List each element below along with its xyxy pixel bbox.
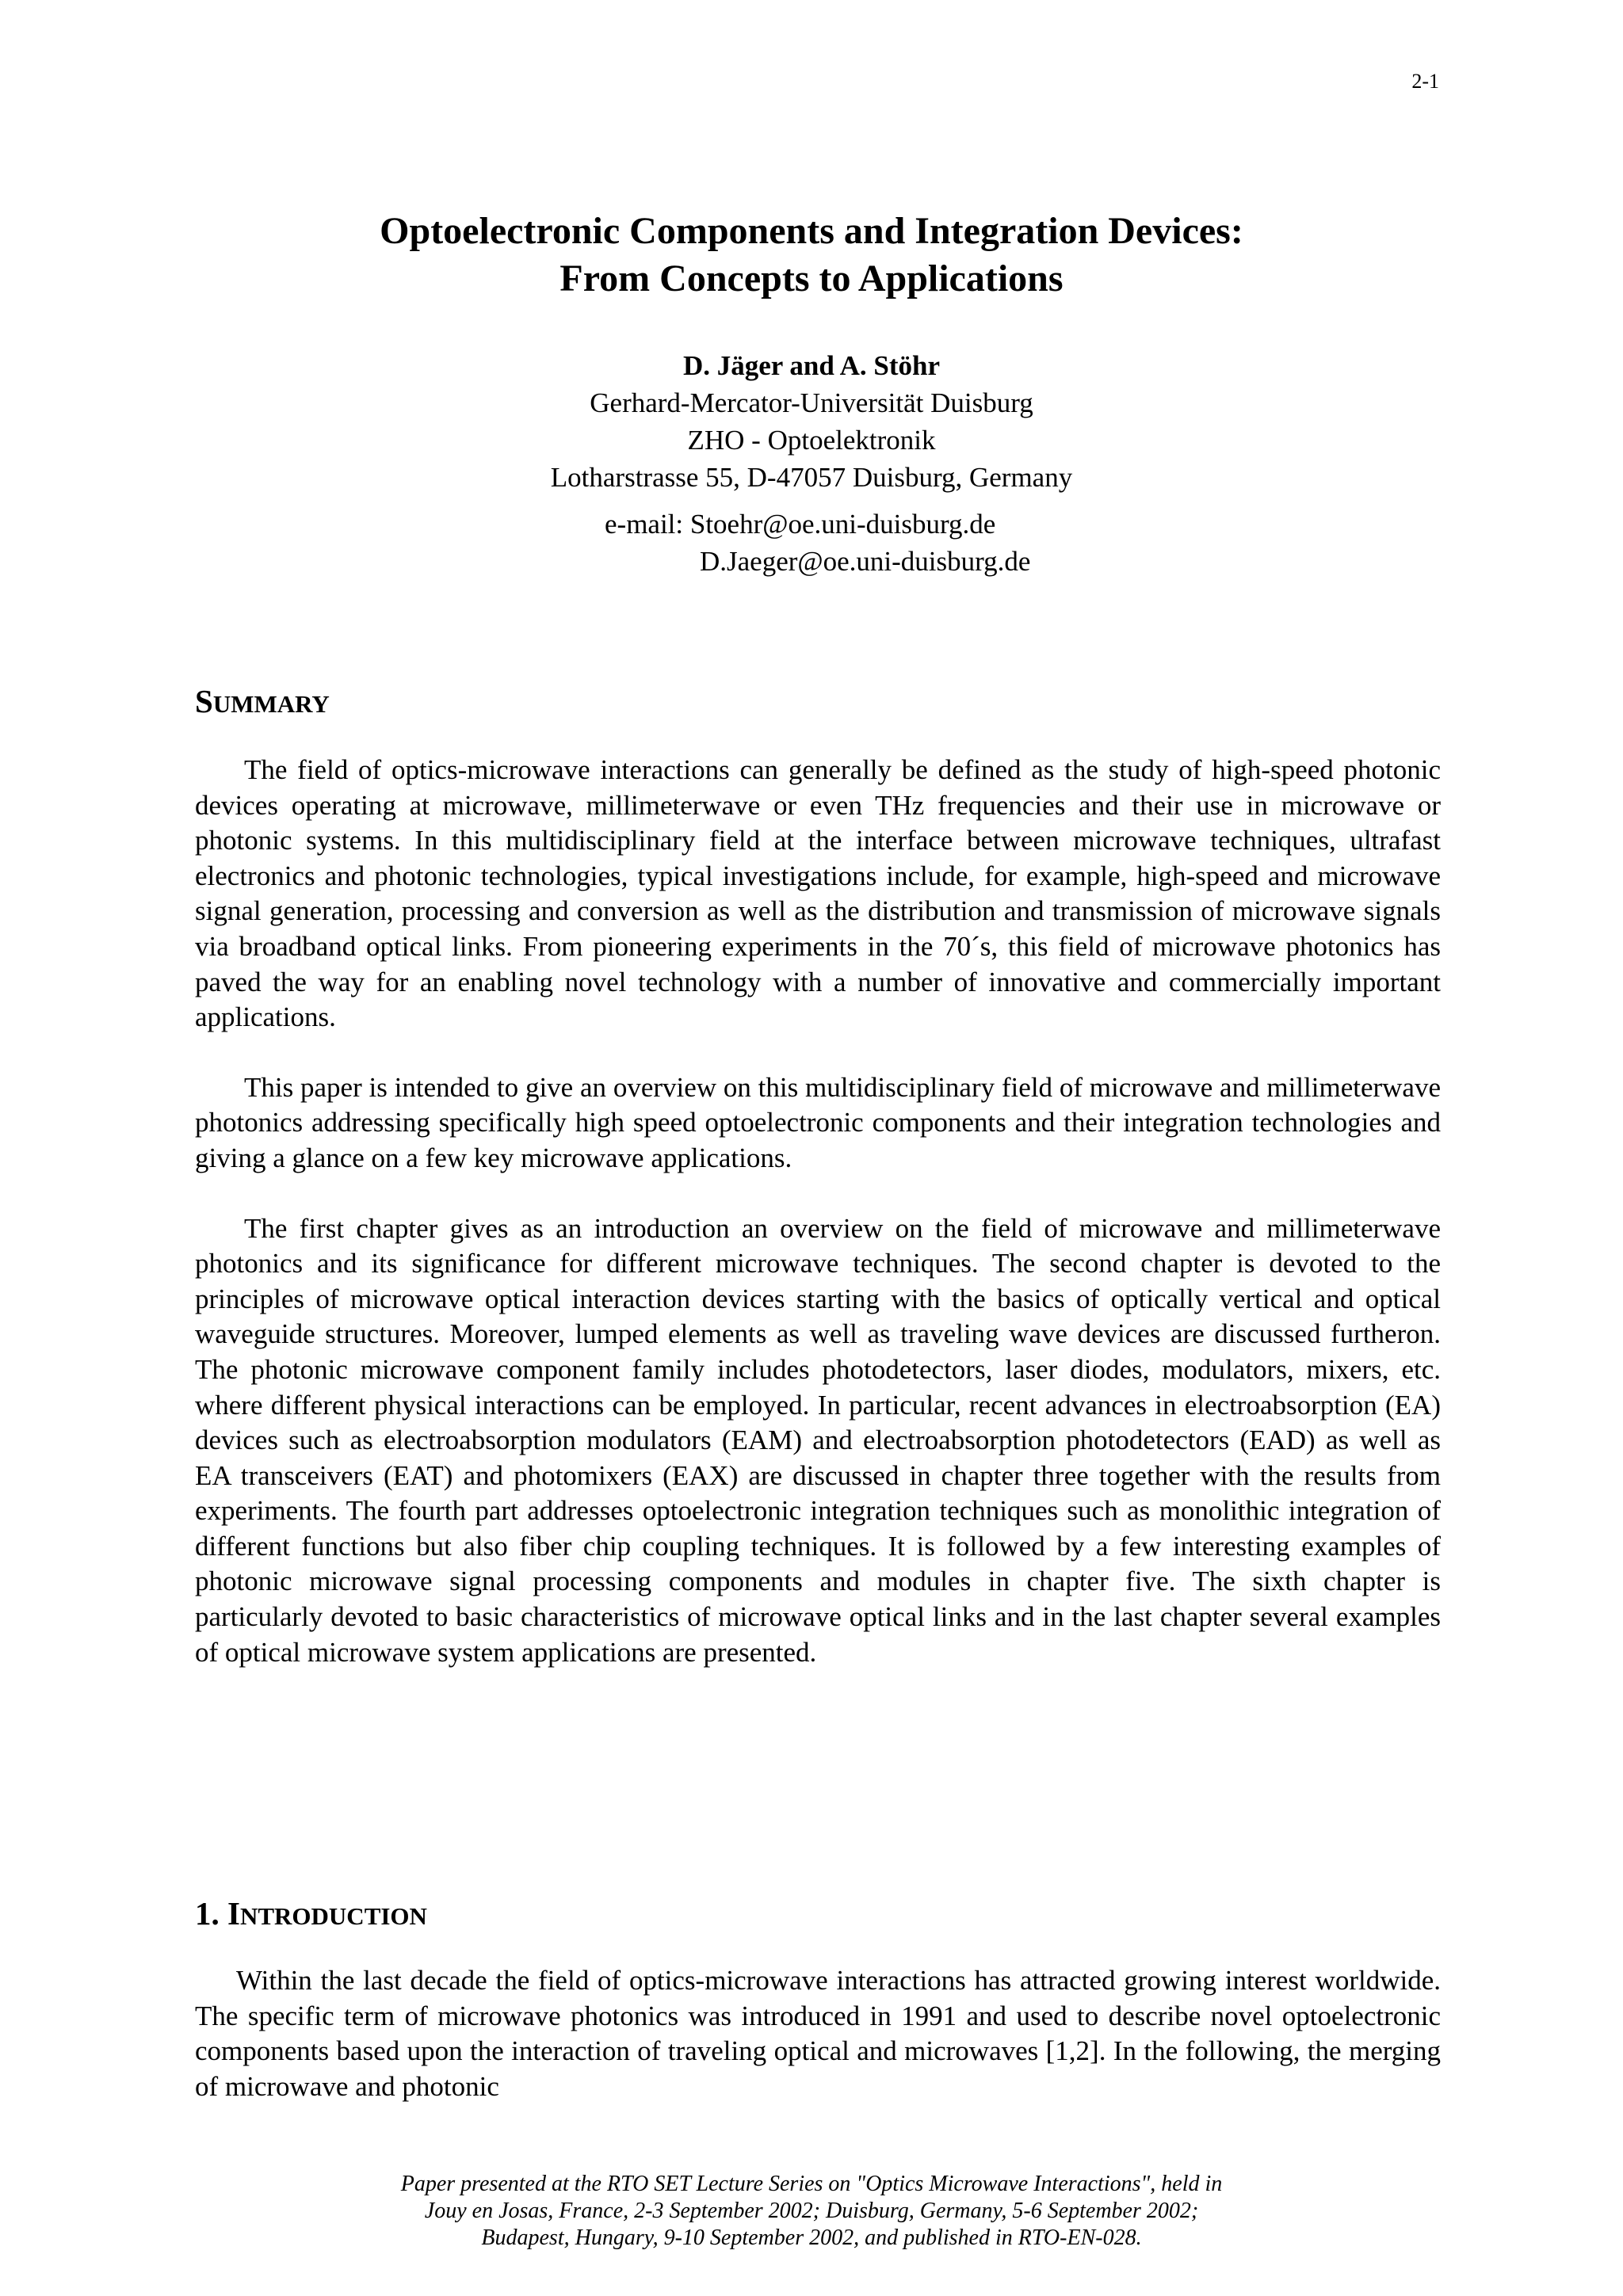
email-line-2: D.Jaeger@oe.uni-duisburg.de xyxy=(700,546,1031,577)
footer-note xyxy=(0,2171,1623,2252)
summary-paragraph-3: The first chapter gives as an introduction an overview on the field of microwave and millimeterwave photonics and its significance for different microwave techniques. The second chapter is devoted to the principles of microwave optical interaction devices starting with the basics of optically vertical and optical waveguide structures. Moreover, lumped elements as well as traveling wave devices are discussed furtheron. The photonic microwave component family includes photodetectors, laser diodes, modulators, mixers, etc. where different physical interactions can be employed. In particular, recent advances in electroabsorption (EA) devices such as electroabsorption modulators (EAM) and electroabsorption photodetectors (EAD) as well as EA transceivers (EAT) and photomixers (EAX) are discussed in chapter three together with the results from experiments. The fourth part addresses optoelectronic integration techniques such as monolithic integration of different functions but also fiber chip coupling techniques. It is followed by a few interesting examples of photonic microwave signal processing components and modules in chapter five. The sixth chapter is particularly devoted to basic characteristics of microwave optical links and in the last chapter several examples of optical microwave system applications are presented. xyxy=(195,1212,1441,1668)
affiliation-university: Gerhard-Mercator-Universität Duisburg xyxy=(590,387,1033,418)
summary-heading-rest: UMMARY xyxy=(212,690,330,718)
summary-heading xyxy=(195,681,330,724)
title-line-2: From Concepts to Applications xyxy=(559,257,1064,299)
introduction-heading-number: 1. xyxy=(195,1895,227,1932)
introduction-paragraph-1: Within the last decade the field of optics-microwave interactions has attracted growing interest worldwide. The specific term of microwave photonics was introduced in 1991 and used to describe novel optoelectronic components based upon the interaction of traveling optical and microwaves [1,2]. In the following, the merging of microwave and photonic xyxy=(195,1965,1441,2102)
summary-paragraph-1: The field of optics-microwave interactions can generally be defined as the study of high-speed photonic devices operating at microwave, millimeterwave or even THz frequencies and their use in microwave or photonic systems. In this multidisciplinary field at the interface between microwave techniques, ultrafast electronics and photonic technologies, typical investigations include, for example, high-speed and microwave signal generation, processing and conversion as well as the distribution and transmission of microwave signals via broadband optical links. From pioneering experiments in the 70´s, this field of microwave photonics has paved the way for an enabling novel technology with a number of innovative and commercially important applications. xyxy=(195,754,1441,1033)
email-line-1: e-mail: Stoehr@oe.uni-duisburg.de xyxy=(605,509,996,540)
title-line-1: Optoelectronic Components and Integration Devices: xyxy=(380,210,1243,252)
author-block xyxy=(0,347,1623,496)
introduction-heading xyxy=(195,1894,427,1936)
author-names: D. Jäger and A. Stöhr xyxy=(682,350,941,381)
email-block xyxy=(605,505,1030,580)
introduction-heading-initial: I xyxy=(227,1895,240,1932)
footer-line-1: Paper presented at the RTO SET Lecture Series on "Optics Microwave Interactions", held in xyxy=(400,2172,1223,2196)
affiliation-address: Lotharstrasse 55, D-47057 Duisburg, Germany xyxy=(550,462,1073,493)
introduction-heading-rest: NTRODUCTION xyxy=(239,1902,427,1930)
introduction-body xyxy=(195,1963,1441,2104)
summary-paragraph-2: This paper is intended to give an overview on this multidisciplinary field of microwave and millimeterwave photonics addressing specifically high speed optoelectronic components and their integration technologies and giving a glance on a few key microwave applications. xyxy=(195,1071,1441,1173)
page-number: 2-1 xyxy=(1411,70,1439,93)
summary-body xyxy=(195,753,1441,1670)
paper-title xyxy=(0,208,1623,303)
summary-heading-initial: S xyxy=(195,683,213,719)
affiliation-department: ZHO - Optoelektronik xyxy=(687,425,936,456)
footer-line-3: Budapest, Hungary, 9-10 September 2002, and published in RTO-EN-028. xyxy=(481,2225,1142,2250)
footer-line-2: Jouy en Josas, France, 2-3 September 2002; Duisburg, Germany, 5-6 September 2002; xyxy=(424,2199,1199,2223)
